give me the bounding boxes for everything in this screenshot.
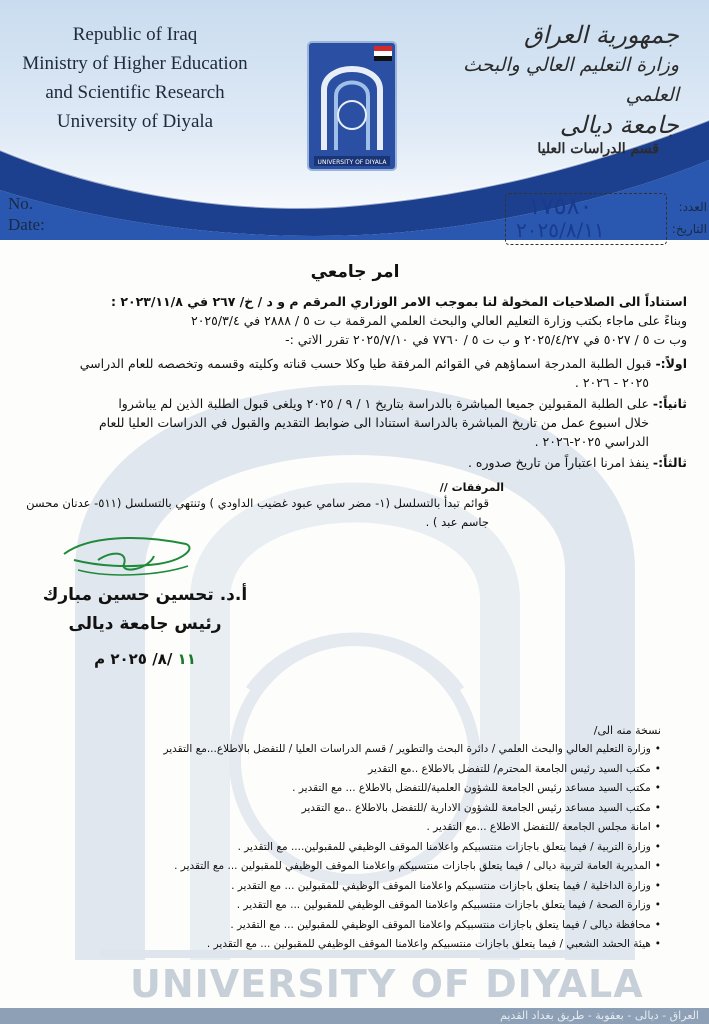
english-letterhead xyxy=(0,20,270,136)
ar-line-ministry: وزارة التعليم العالي والبحث العلمي xyxy=(462,54,679,106)
attachments-text: قوائم تبدأ بالتسلسل (١- مضر سامي عبود غضيب الداودي ) وتنتهي بالتسلسل (٥١١- عدنان محسن جاسم عبد ) . xyxy=(26,496,489,529)
handwritten-signature xyxy=(58,530,198,582)
clause-third-label: ثالثاً:- xyxy=(652,455,687,470)
copies-list xyxy=(61,740,661,955)
clause-first xyxy=(27,354,687,373)
paragraph-reference-2: وب ت ٥ / ٥٠٢٧ في ٢٠٢٥/٤/٢٧ و ب ت ٥ / ٧٧٦٠ في ٢٠٢٥/٧/١٠ تقرر الاتي :- xyxy=(285,332,687,347)
clause-first-text: قبول الطلبة المدرجة اسماؤهم في القوائم المرفقة طيا وكلا حسب قناته وكليته وقسمه وتخصصه للعام الدراسي xyxy=(79,356,652,371)
date-label: Date: xyxy=(8,215,45,234)
list-item: • وزارة الصحة / فيما يتعلق باجازات منتسبيكم واعلامنا الموقف الوظيفي للمقبولين ... مع التقدير . xyxy=(61,896,661,916)
list-item: • وزارة التربية / فيما يتعلق باجازات منتسبيكم واعلامنا الموقف الوظيفي للمقبولين.... مع التقدير . xyxy=(61,838,661,858)
list-item: • وزارة التعليم العالي والبحث العلمي / دائرة البحث والتطوير / قسم الدراسات العليا / للتفضل بالاطلاع...مع التقدير xyxy=(61,740,661,760)
document-title: امر جامعي xyxy=(310,262,400,282)
clause-second-label: ثانياً:- xyxy=(652,396,687,411)
clause-second-text: على الطلبة المقبولين جميعا المباشرة بالدراسة بتاريخ ١ / ٩ / ٢٠٢٥ ويلغى قبول الطلبة الذين لم يباشروا xyxy=(118,396,649,411)
clause-second-line-2: خلال اسبوع عمل من تاريخ المباشرة بالدراسة استنادا الى ضوابط التقديم والقبول في الدراسات العليا للعام xyxy=(98,415,649,430)
list-item: • محافظة ديالى / فيما يتعلق باجازات منتسبيكم واعلامنا الموقف الوظيفي للمقبولين ... مع التقدير . xyxy=(61,916,661,936)
footer-address: العراق - ديالى - بعقوبة - طريق بغداد القديم xyxy=(500,1009,699,1022)
logo-caption: UNIVERSITY OF DIYALA xyxy=(317,159,387,166)
signature-date xyxy=(60,650,230,668)
attachments-label: المرفقات // xyxy=(439,481,504,494)
signature-date-day: ١١ xyxy=(177,650,196,668)
reference-labels-ar xyxy=(672,196,707,240)
signatory-title: رئيس جامعة ديالى xyxy=(68,614,222,634)
list-item: • وزارة الداخلية / فيما يتعلق باجازات منتسبيكم واعلامنا الموقف الوظيفي للمقبولين ... مع التقدير . xyxy=(61,877,661,897)
ar-line-country: جمهورية العراق xyxy=(523,21,679,49)
clause-third xyxy=(27,453,687,472)
reference-date: ٢٠٢٥/٨/١١ xyxy=(516,218,605,242)
ar-date-label: التاريخ: xyxy=(671,222,707,236)
reference-number: ١٧٥٨٠ xyxy=(528,192,593,220)
en-line-university: University of Diyala xyxy=(56,111,214,132)
clause-first-label: اولاً:- xyxy=(655,356,687,371)
list-item: • المديرية العامة لتربية ديالى / فيما يتعلق باجازات منتسبيكم واعلامنا الموقف الوظيفي للمقبولين ... مع التقدير . xyxy=(61,857,661,877)
en-line-ministry-2: and Scientific Research xyxy=(45,82,225,103)
ar-no-label: العدد: xyxy=(678,200,707,214)
watermark-text: UNIVERSITY OF DIYALA xyxy=(130,962,644,1006)
university-logo xyxy=(306,40,398,180)
paragraph-reference-1: وبناءً على ماجاء بكتب وزارة التعليم العالي والبحث العلمي المرقمة ب ت ٥ / ٢٨٨٨ في ٢٠٢٥/٣/٤ xyxy=(191,313,687,328)
list-item: • امانة مجلس الجامعة /للتفضل الاطلاع ...مع التقدير . xyxy=(61,818,661,838)
en-line-ministry-1: Ministry of Higher Education xyxy=(22,53,248,74)
clause-first-year: ٢٠٢٥ - ٢٠٢٦ . xyxy=(574,375,649,390)
reference-labels-en xyxy=(8,193,45,235)
copies-title: نسخة منه الى/ xyxy=(593,724,661,737)
clause-second xyxy=(27,394,687,413)
list-item: • مكتب السيد مساعد رئيس الجامعة للشؤون العلمية/للتفضل بالاطلاع ... مع التقدير . xyxy=(61,779,661,799)
arabic-letterhead xyxy=(419,20,679,158)
clause-second-line-3: الدراسي ٢٠٢٥-٢٠٢٦ . xyxy=(534,434,649,449)
signature-date-rest: /٨/ ٢٠٢٥ م xyxy=(94,650,173,668)
ar-line-department: قسم الدراسات العليا xyxy=(537,141,659,157)
list-item: • هيئة الحشد الشعبي / فيما يتعلق باجازات منتسبيكم واعلامنا الموقف الوظيفي للمقبولين ... مع التقدير . xyxy=(61,935,661,955)
list-item: • مكتب السيد مساعد رئيس الجامعة للشؤون الادارية /للتفضل بالاطلاع ..مع التقدير xyxy=(61,799,661,819)
list-item: • مكتب السيد رئيس الجامعة المحترم/ للتفضل بالاطلاع ..مع التقدير xyxy=(61,760,661,780)
en-line-country: Republic of Iraq xyxy=(72,24,198,45)
ar-line-university: جامعة ديالى xyxy=(559,111,679,139)
signatory-name: أ.د. تحسين حسين مبارك xyxy=(42,585,248,605)
no-label: No. xyxy=(8,194,34,213)
clause-third-text: ينفذ امرنا اعتباراً من تاريخ صدوره . xyxy=(467,455,649,470)
paragraph-authority: استناداً الى الصلاحيات المخولة لنا بموجب الامر الوزاري المرقم م و د / خ/ ٢٦٧ في ٢٠٢٣/١١/٨ : xyxy=(110,294,687,309)
